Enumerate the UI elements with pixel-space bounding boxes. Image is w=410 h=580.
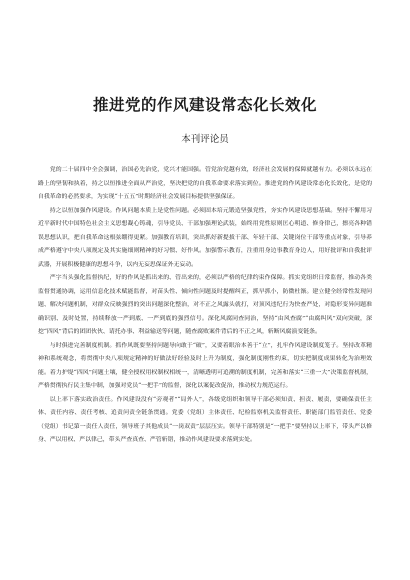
article-byline: 本刊评论员 — [181, 134, 229, 145]
paragraph: 持之以恒加强作风建设。作风问题本质上是党性问题。必须固本培元锻造坚强党性，夯实作风建设思想基础。坚持不懈用习近平新时代中国特色社会主义思想凝心铸魂，引导党员、干部加强理论武装，始终用党性原则匡心明道、修身律己，擦亮各种错误思想认识，把自我革命这根弦绷得更紧。加强教育培训，突出抓好新提拔干部、年轻干部、关键岗位干部等重点对象，引导养成严格遵守中央八项规定及其实施细则精神的好习惯、好作风。加强警示教育，注重用身边事教育身边人，用好批评和自我批评武器，开展积极健康的思想斗争，以内无妄思保证外无妄动。 — [38, 207, 372, 268]
paragraph: 严字当头强化监督执纪，好的作风是抓出来的、管出来的，必须以严格的纪律约束作保障。抓实党组织日常监督，推动各类监督贯通协调，运用信息化技术赋能监督，对苗头性、倾向性问题及时提醒纠正，抓早抓小，防微杜渐。建立健全经常性发现问题、解决问题机制，对群众反映强烈的突出问题深化整治，对不正之风露头就打，对顶风违纪行为快查严处，对隐形变异问题准确识别、及时处置，持续释放一严到底、一严到底的强烈信号。深化风腐同查同治，坚持“由风查腐”“由腐纠风”双向突破，深挖“四风”背后的团团伙伙、请托办事、利益输送等问题，随查腐败案件背后的不正之风，斩断风腐演变链条。 — [38, 275, 372, 335]
article-title: 推进党的作风建设常态化长效化 — [92, 95, 317, 114]
article-body — [38, 164, 372, 448]
paragraph: 与时俱进完善制度机制。抓作风既要坚持问题导向敢于“破”，又要着眼治本善于“立”，扎牢作风建设制度笼子。坚持改革精神和系统观念，将贯彻中央八项规定精神的好做法好经验及时上升为制度，强化制度刚性约束，切实把制度成果转化为治理效能。着力护堤“四风”问题土壤，健全授权用权制权相统一，清晰透明可追溯的制度机制，完善和落实“三重一大”决策监督机制，严格贯彻执行民主集中制，加强对党员“一把手”的监督，深化以案促改促治，推动权力规范运行。 — [38, 342, 372, 389]
paragraph: 党的二十届四中全会强调，治国必先治党，党兴才能国强。管党治党越有效，经济社会发展的保障就越有力。必须以永远在路上的坚韧和执着，持之以恒推进全面从严治党，坚决把党的自我革命要求落实到位。推进党的作风建设常态化长效化，是党的自我革命的必然要求，为实现“十五五”时期经济社会发展目标提供坚强保证。 — [38, 167, 372, 200]
paragraph: 以上率下落实政治责任。作风建设没有“旁观者”“局外人”，各级党组织和领导干部必须知责、担责、履责，要确保责任主体、责任内容、责任考核、追责问责全链条贯通。党委（党组）主体责任、纪检监察机关监督责任、职能部门监管责任、党委（党组）书记第一责任人责任，领导班子其他成员“一岗双责”层层压实。领导干部特别是“一把手”要坚持以上率下，带头严以修身、严以用权、严以律己，带头严查真查、严管斩错，推动作风建设要求落到实处。 — [38, 396, 372, 443]
